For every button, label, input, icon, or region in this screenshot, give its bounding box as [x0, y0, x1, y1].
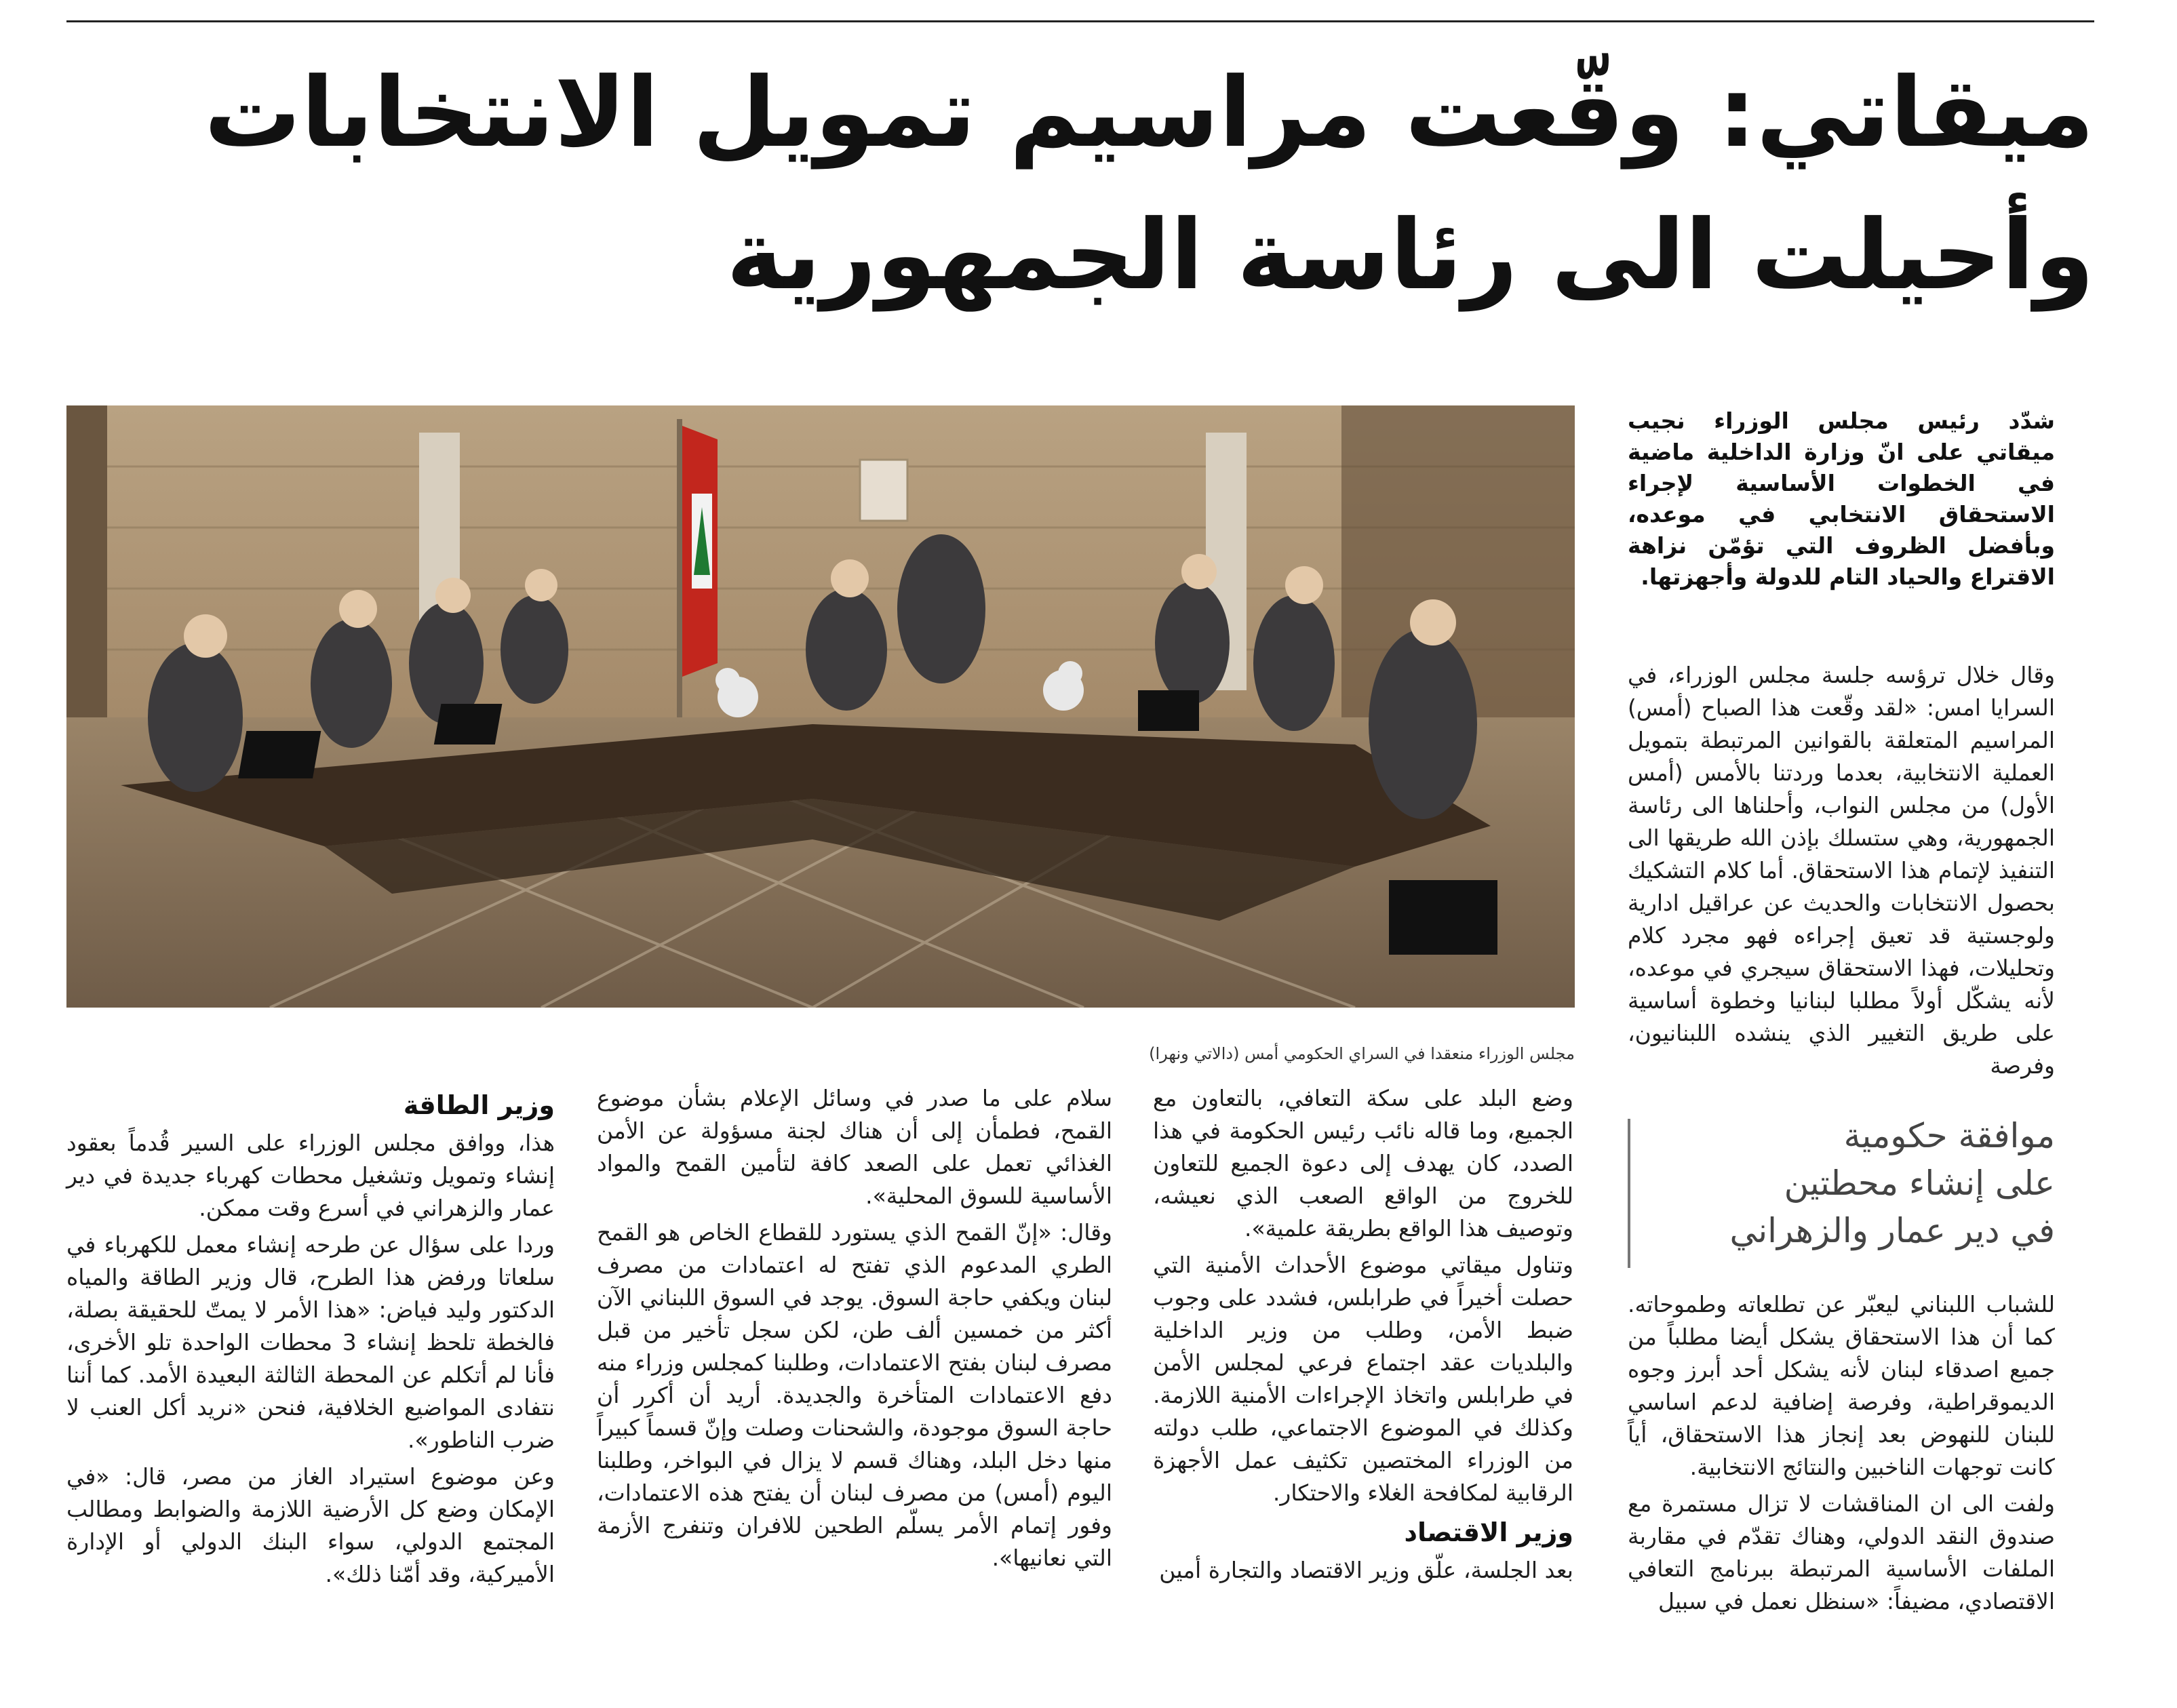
column-1-paragraph-1: وقال خلال ترؤسه جلسة مجلس الوزراء، في السرايا امس: «لقد وقّعت هذا الصباح (أمس) المراسيم المتعلقة بالقوانين المرتبطة بتمويل العملية الانتخابية، بعدما وردتنا بالأمس (أمس الأول) من مجلس النواب، وأحلناها الى رئاسة الجمهورية، وهي ستسلك بإذن الله طريقها الى التنفيذ لإتمام هذا الاستحقاق. أما كلام التشكيك بحصول الانتخابات والحديث عن عراقيل ادارية ولوجستية قد تعيق إجراءه فهو مجرد كلام وتحليلات، فهذا الاستحقاق سيجري في موعده، لأنه يشكّل أولاً مطلبا لبنانيا وخطوة أساسية على طريق التغيير الذي ينشده اللبنانيون، وفرصة: [1628, 662, 2055, 1079]
column-2-paragraph-3: بعد الجلسة، علّق وزير الاقتصاد والتجارة أمين: [1159, 1557, 1573, 1583]
lead-paragraph: شدّد رئيس مجلس الوزراء نجيب ميقاتي على انّ وزارة الداخلية ماضية في الخطوات الأساسية لإجراء الاستحقاق الانتخابي في موعده، وبأفضل الظروف التي تؤمّن نزاهة الاقتراع والحياد التام للدولة وأجهزتها.: [1628, 408, 2055, 590]
column-2-paragraph-1: وضع البلد على سكة التعافي، بالتعاون مع الجميع، وما قاله نائب رئيس الحكومة في هذا الصدد، كان يهدف إلى دعوة الجميع للتعاون للخروج من الواقع الصعب الذي نعيشه، وتوصيف هذا الواقع بطريقة علمية».: [1153, 1085, 1573, 1242]
photo-caption: مجلس الوزراء منعقدا في السراي الحكومي أمس (دالاتي ونهرا): [1149, 1044, 1575, 1063]
pull-quote-bar: [1628, 1119, 1630, 1268]
pull-quote-line-2: على إنشاء محطتين: [1784, 1164, 2055, 1203]
column-1-paragraph-2: للشباب اللبناني ليعبّر عن تطلعاته وطموحاته. كما أن هذا الاستحقاق يشكل أيضا مطلباً من جميع اصدقاء لبنان لأنه يشكل أحد أبرز وجوه الديموقراطية، وفرصة إضافية لدعم اساسي للبنان للنهوض بعد إنجاز هذا الاستحقاق، أياً كانت توجهات الناخبين والنتائج الانتخابية.: [1628, 1291, 2055, 1480]
column-4-paragraph-1: هذا، ووافق مجلس الوزراء على السير قُدماً بعقود إنشاء وتمويل وتشغيل محطات كهرباء جديدة في دير عمار والزهراني في أسرع وقت ممكن.: [66, 1130, 555, 1221]
column-4-paragraph-2: وردا على سؤال عن طرحه إنشاء معمل للكهرباء في سلعاتا ورفض هذا الطرح، قال وزير الطاقة والمياه الدكتور وليد فياض: «هذا الأمر لا يمتّ للحقيقة بصلة، فالخطة تلحظ إنشاء 3 محطات الواحدة تلو الأخرى، فأنا لم أتكلم عن المحطة الثالثة البعيدة الأمد. كما أننا نتفادى المواضيع الخلافية، فنحن «نريد أكل العنب لا ضرب الناطور».: [66, 1231, 555, 1453]
column-1-top: [1628, 659, 2055, 1082]
pull-quote-line-1: موافقة حكومية: [1843, 1116, 2055, 1155]
top-rule: [66, 20, 2094, 22]
pull-quote: [1628, 1112, 2055, 1268]
pull-quote-line-3: في دير عمار والزهراني: [1729, 1211, 2055, 1250]
headline-line-2: وأحيلت الى رئاسة الجمهورية: [726, 199, 2094, 311]
subhead-energy: وزير الطاقة: [403, 1090, 555, 1120]
subhead-economy: وزير الاقتصاد: [1404, 1517, 1573, 1547]
column-2-paragraph-2: وتناول ميقاتي موضوع الأحداث الأمنية التي حصلت أخيراً في طرابلس، فشدد على وجوب ضبط الأمن، وطلب من وزير الداخلية والبلديات عقد اجتماع فرعي لمجلس الأمن في طرابلس واتخاذ الإجراءات الأمنية اللازمة. وكذلك في الموضوع الاجتماعي، طلب دولته من الوزراء المختصين تكثيف عمل الأجهزة الرقابية لمكافحة الغلاء والاحتكار.: [1153, 1252, 1573, 1506]
column-3: [597, 1082, 1112, 1574]
cabinet-meeting-photo: [66, 405, 1575, 1008]
photo-illustration: [66, 405, 1575, 1008]
column-4: [66, 1082, 555, 1591]
headline: [66, 42, 2094, 327]
headline-line-1: ميقاتي: وقّعت مراسيم تمويل الانتخابات: [204, 57, 2094, 169]
column-2: [1153, 1082, 1573, 1587]
pull-quote-text: [1648, 1112, 2055, 1254]
column-3-paragraph-1: سلام على ما صدر في وسائل الإعلام بشأن موضوع القمح، فطمأن إلى أن هناك لجنة مسؤولة عن الأمن الغذائي تعمل على الصعد كافة لتأمين القمح والمواد الأساسية للسوق المحلية».: [597, 1085, 1112, 1209]
column-4-paragraph-3: وعن موضوع استيراد الغاز من مصر، قال: «في الإمكان وضع كل الأرضية اللازمة والضوابط ومطالب المجتمع الدولي، سواء البنك الدولي أو الإدارة الأميركية، وقد أمّنا ذلك».: [66, 1463, 555, 1587]
column-3-paragraph-2: وقال: «إنّ القمح الذي يستورد للقطاع الخاص هو القمح الطري المدعوم الذي تفتح له اعتمادات من مصرف لبنان ويكفي حاجة السوق. يوجد في السوق اللبناني الآن أكثر من خمسين ألف طن، لكن سجل تأخير من قبل مصرف لبنان بفتح الاعتمادات، وطلبنا كمجلس وزراء منه دفع الاعتمادات المتأخرة والجديدة. أريد أن أكرر أن حاجة السوق موجودة، والشحنات وصلت وإنّ قسماً كبيراً منها دخل البلد، وهناك قسم لا يزال في البواخر، وطلبنا اليوم (أمس) من مصرف لبنان أن يفتح هذه الاعتمادات، وفور إتمام الأمر يسلّم الطحين للافران وتنفرج الأزمة التي نعانيها».: [597, 1219, 1112, 1571]
column-1-bottom: [1628, 1288, 2055, 1618]
column-1-paragraph-3: ولفت الى ان المناقشات لا تزال مستمرة مع صندوق النقد الدولي، وهناك تقدّم في مقاربة الملفات الأساسية المرتبطة ببرنامج التعافي الاقتصادي، مضيفاً: «سنظل نعمل في سبيل: [1628, 1490, 2055, 1614]
